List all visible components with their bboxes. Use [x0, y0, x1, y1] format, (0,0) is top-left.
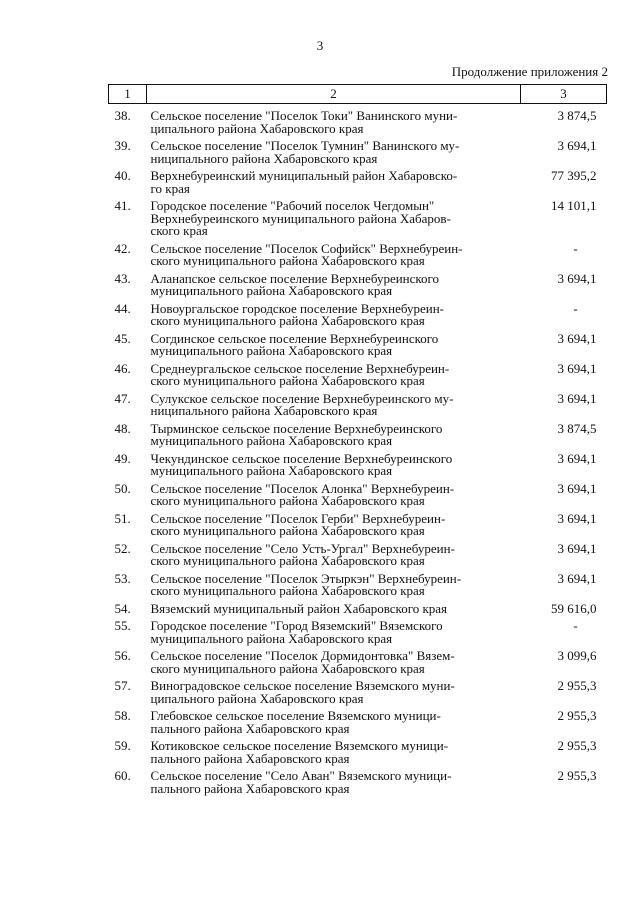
table-row: [109, 483, 607, 513]
column-header-1: 1: [109, 85, 147, 104]
row-name-line: ского края: [150, 223, 208, 238]
row-number: 41.: [114, 198, 131, 213]
row-name: [147, 330, 521, 363]
row-value: 59 616,0: [551, 600, 597, 616]
column-header-3: 3: [521, 85, 607, 104]
row-name-line: ципального района Хабаровского края: [150, 120, 364, 136]
row-number: 60.: [114, 768, 131, 783]
row-name-line: пального района Хабаровского края: [150, 780, 350, 796]
row-name: [147, 300, 521, 333]
row-name-line: Сельское поселение "Село Аван" Вяземского муници-: [150, 768, 452, 783]
row-number: 58.: [114, 708, 131, 723]
row-name-line: муниципального района Хабаровского края: [150, 433, 393, 448]
row-name-line: Верхнебуреинского муниципального района Хабаров-: [150, 210, 451, 226]
row-name-line: пального района Хабаровского края: [150, 750, 350, 766]
row-value: 3 694,1: [557, 138, 597, 153]
row-value: 3 694,1: [557, 570, 597, 586]
row-name-line: Сулукское сельское поселение Верхнебуреинского му-: [150, 390, 454, 406]
row-name-line: Сельское поселение "Поселок Тумнин" Ванинского му-: [150, 138, 460, 153]
row-name: [147, 200, 521, 243]
row-name-line: муниципального района Хабаровского края: [150, 463, 393, 478]
row-name-line: ниципального района Хабаровского края: [150, 403, 378, 418]
row-name: [147, 450, 521, 483]
row-name-line: Сельское поселение "Поселок Дормидонтовка" Вязем-: [150, 648, 455, 663]
row-name-line: Сельское поселение "Поселок Герби" Верхнебуреин-: [150, 510, 446, 526]
row-number: 57.: [114, 678, 131, 693]
row-name-line: Новоургальское городское поселение Верхнебуреин-: [150, 300, 445, 316]
row-number: 56.: [114, 648, 131, 663]
row-number: 54.: [114, 600, 131, 616]
column-header-2: 2: [147, 85, 521, 104]
row-value: 2 955,3: [557, 678, 597, 693]
row-number: 44.: [114, 300, 131, 316]
row-name: [147, 770, 521, 800]
row-name: [147, 170, 521, 200]
row-value: 2 955,3: [557, 738, 597, 753]
row-name-line: ского муниципального района Хабаровского края: [150, 583, 425, 598]
row-name: [147, 570, 521, 603]
row-number: 47.: [114, 390, 131, 406]
table-row: [109, 170, 607, 200]
table-row: [109, 543, 607, 573]
row-number: 38.: [114, 108, 131, 123]
table-row: [109, 333, 607, 363]
row-name: [147, 510, 521, 543]
row-name-line: ниципального района Хабаровского края: [150, 150, 378, 166]
row-name-line: Сельское поселение "Село Усть-Ургал" Верхнебуреин-: [150, 540, 455, 556]
table-row: [109, 303, 607, 333]
row-value: 2 955,3: [557, 708, 597, 723]
table-row: [109, 453, 607, 483]
table-row: [109, 200, 607, 243]
row-number: 53.: [114, 570, 131, 586]
row-name-line: Среднеургальское сельское поселение Верхнебуреин-: [150, 360, 450, 376]
row-name: [147, 710, 521, 740]
table-body: [109, 104, 607, 801]
row-value: 3 694,1: [557, 510, 597, 526]
row-name: [147, 270, 521, 303]
row-name: [147, 480, 521, 513]
table-row: [109, 140, 607, 170]
table-row: [109, 513, 607, 543]
row-name: [147, 620, 521, 650]
row-name-line: Согдинское сельское поселение Верхнебуреинского: [150, 330, 439, 346]
table-row: [109, 573, 607, 603]
row-name-line: Вяземский муниципальный район Хабаровского края: [150, 600, 448, 616]
row-name-line: ского муниципального района Хабаровского края: [150, 313, 425, 328]
row-value: 3 694,1: [557, 360, 597, 376]
row-number: 51.: [114, 510, 131, 526]
row-value: 3 694,1: [557, 480, 597, 496]
row-number: 48.: [114, 420, 131, 436]
continuation-label: Продолжение приложения 2: [451, 64, 608, 79]
row-number: 50.: [114, 480, 131, 496]
row-value: -: [573, 618, 578, 633]
row-value: 2 955,3: [557, 768, 597, 783]
row-name: [147, 390, 521, 423]
row-number: 52.: [114, 540, 131, 556]
row-name-line: муниципального района Хабаровского края: [150, 343, 393, 358]
row-number: 49.: [114, 450, 131, 466]
table-row: [109, 680, 607, 710]
row-value: 3 694,1: [557, 330, 597, 346]
row-name-line: Сельское поселение "Поселок Токи" Ванинского муни-: [150, 108, 458, 123]
page-number: 3: [316, 38, 324, 53]
row-name-line: ского муниципального района Хабаровского края: [150, 253, 425, 268]
row-name: [147, 360, 521, 393]
row-value: -: [573, 300, 578, 316]
row-name-line: Городское поселение "Город Вяземский" Вяземского: [150, 618, 443, 633]
row-name-line: ского муниципального района Хабаровского края: [150, 523, 425, 538]
row-number: 39.: [114, 138, 131, 153]
row-value: 14 101,1: [551, 198, 597, 213]
row-name-line: Сельское поселение "Поселок Алонка" Верхнебуреин-: [150, 480, 455, 496]
table-row: [109, 393, 607, 423]
row-name: [147, 240, 521, 273]
table-header-row: [109, 85, 607, 104]
row-name: [147, 104, 521, 141]
row-value: 3 694,1: [557, 450, 597, 466]
row-name: [147, 420, 521, 453]
row-name-line: Сельское поселение "Поселок Софийск" Верхнебуреин-: [150, 240, 463, 256]
row-name-line: Сельское поселение "Поселок Этыркэн" Верхнебуреин-: [150, 570, 462, 586]
row-number: 55.: [114, 618, 131, 633]
row-name-line: го края: [150, 180, 190, 196]
row-name-line: Верхнебуреинский муниципальный район Хабаровско-: [150, 168, 458, 183]
allocation-table: [108, 84, 607, 800]
row-name: [147, 540, 521, 573]
table-row: [109, 273, 607, 303]
table-row: [109, 620, 607, 650]
row-value: 3 099,6: [557, 648, 597, 663]
row-name-line: ского муниципального района Хабаровского края: [150, 553, 425, 568]
row-value: -: [573, 240, 578, 256]
row-number: 43.: [114, 270, 131, 286]
row-name-line: ципального района Хабаровского края: [150, 690, 364, 706]
row-number: 59.: [114, 738, 131, 753]
row-name-line: муниципального района Хабаровского края: [150, 283, 393, 298]
table-row: [109, 740, 607, 770]
row-name: [147, 740, 521, 770]
row-name-line: пального района Хабаровского края: [150, 720, 350, 736]
row-name: [147, 650, 521, 680]
row-number: 40.: [114, 168, 131, 183]
table-row: [109, 104, 607, 141]
row-name-line: ского муниципального района Хабаровского края: [150, 660, 425, 676]
row-name-line: Городское поселение "Рабочий поселок Чегдомын": [150, 198, 435, 213]
row-number: 46.: [114, 360, 131, 376]
table-row: [109, 243, 607, 273]
row-name-line: муниципального района Хабаровского края: [150, 630, 393, 646]
row-number: 42.: [114, 240, 131, 256]
table-row: [109, 770, 607, 800]
row-name-line: Котиковское сельское поселение Вяземского муници-: [150, 738, 449, 753]
row-name-line: Чекундинское сельское поселение Верхнебуреинского: [150, 450, 453, 466]
row-value: 3 694,1: [557, 270, 597, 286]
row-name-line: ского муниципального района Хабаровского края: [150, 373, 425, 388]
table-row: [109, 363, 607, 393]
row-name-line: Глебовское сельское поселение Вяземского муници-: [150, 708, 441, 723]
table-row: [109, 423, 607, 453]
row-name-line: Виноградовское сельское поселение Вяземского муни-: [150, 678, 455, 693]
row-name: [147, 140, 521, 170]
row-value: 3 694,1: [557, 390, 597, 406]
row-name-line: ского муниципального района Хабаровского края: [150, 493, 425, 508]
row-name-line: Аланапское сельское поселение Верхнебуреинского: [150, 270, 440, 286]
row-value: 77 395,2: [551, 168, 597, 183]
row-name-line: Тырминское сельское поселение Верхнебуреинского: [150, 420, 443, 436]
row-name: [147, 680, 521, 710]
table-row: [109, 710, 607, 740]
row-value: 3 874,5: [557, 108, 597, 123]
row-value: 3 874,5: [557, 420, 597, 436]
row-number: 45.: [114, 330, 131, 346]
row-value: 3 694,1: [557, 540, 597, 556]
table-row: [109, 650, 607, 680]
